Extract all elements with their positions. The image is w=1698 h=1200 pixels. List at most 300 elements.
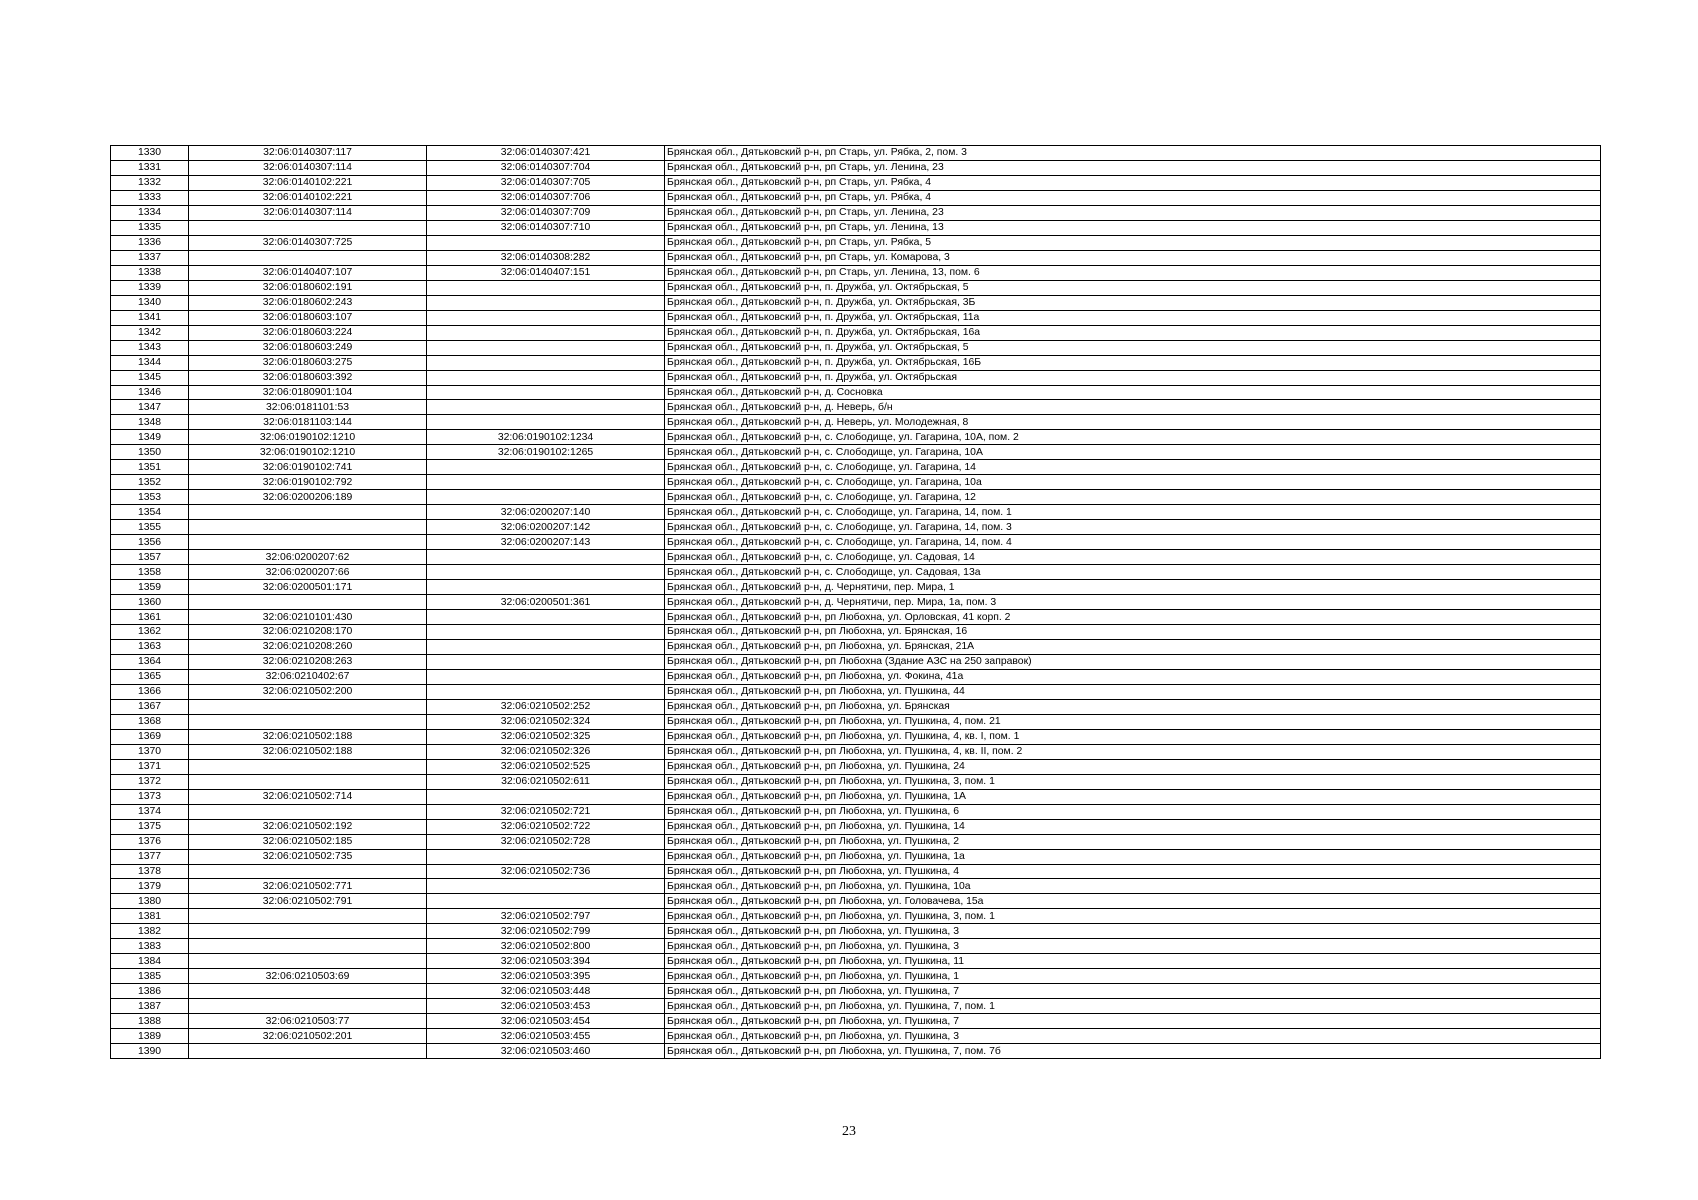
row-number-cell: 1388 xyxy=(111,1014,189,1029)
row-number-cell: 1343 xyxy=(111,340,189,355)
row-number-cell: 1360 xyxy=(111,595,189,610)
row-number-cell: 1377 xyxy=(111,849,189,864)
cadastral-number-cell xyxy=(189,774,427,789)
row-number-cell: 1349 xyxy=(111,430,189,445)
row-number-cell: 1346 xyxy=(111,385,189,400)
table-row xyxy=(111,445,1601,460)
table-row xyxy=(111,879,1601,894)
premises-cadastral-number-cell xyxy=(427,490,665,505)
row-number-cell: 1356 xyxy=(111,535,189,550)
premises-cadastral-number-cell: 32:06:0140308:282 xyxy=(427,250,665,265)
row-number-cell: 1368 xyxy=(111,714,189,729)
table-row xyxy=(111,430,1601,445)
address-cell: Брянская обл., Дятьковский р-н, п. Дружба, ул. Октябрьская, 11а xyxy=(665,310,1601,325)
cadastral-number-cell xyxy=(189,250,427,265)
row-number-cell: 1378 xyxy=(111,864,189,879)
row-number-cell: 1334 xyxy=(111,205,189,220)
table-row xyxy=(111,610,1601,625)
cadastral-number-cell: 32:06:0210502:771 xyxy=(189,879,427,894)
cadastral-number-cell xyxy=(189,699,427,714)
cadastral-number-cell: 32:06:0140307:117 xyxy=(189,146,427,161)
table-row xyxy=(111,220,1601,235)
row-number-cell: 1348 xyxy=(111,415,189,430)
premises-cadastral-number-cell xyxy=(427,669,665,684)
premises-cadastral-number-cell: 32:06:0200207:143 xyxy=(427,535,665,550)
premises-cadastral-number-cell: 32:06:0210503:453 xyxy=(427,999,665,1014)
table-row xyxy=(111,625,1601,640)
cadastral-number-cell: 32:06:0210208:170 xyxy=(189,625,427,640)
address-cell: Брянская обл., Дятьковский р-н, п. Дружба, ул. Октябрьская xyxy=(665,370,1601,385)
cadastral-number-cell xyxy=(189,535,427,550)
address-cell: Брянская обл., Дятьковский р-н, рп Любохна, ул. Пушкина, 4, кв. II, пом. 2 xyxy=(665,744,1601,759)
premises-cadastral-number-cell: 32:06:0210503:455 xyxy=(427,1029,665,1044)
cadastral-number-cell xyxy=(189,1044,427,1059)
address-cell: Брянская обл., Дятьковский р-н, рп Любохна, ул. Орловская, 41 корп. 2 xyxy=(665,610,1601,625)
cadastral-number-cell: 32:06:0210208:260 xyxy=(189,639,427,654)
cadastral-number-cell xyxy=(189,864,427,879)
row-number-cell: 1372 xyxy=(111,774,189,789)
table-row xyxy=(111,400,1601,415)
address-cell: Брянская обл., Дятьковский р-н, рп Любохна, ул. Пушкина, 7 xyxy=(665,984,1601,999)
premises-cadastral-number-cell: 32:06:0140307:421 xyxy=(427,146,665,161)
table-row xyxy=(111,969,1601,984)
cadastral-number-cell: 32:06:0200206:189 xyxy=(189,490,427,505)
premises-cadastral-number-cell: 32:06:0210502:611 xyxy=(427,774,665,789)
cadastral-number-cell: 32:06:0180603:275 xyxy=(189,355,427,370)
cadastral-number-cell xyxy=(189,909,427,924)
row-number-cell: 1332 xyxy=(111,175,189,190)
premises-cadastral-number-cell: 32:06:0210503:460 xyxy=(427,1044,665,1059)
address-cell: Брянская обл., Дятьковский р-н, с. Слободище, ул. Гагарина, 14, пом. 4 xyxy=(665,535,1601,550)
premises-cadastral-number-cell xyxy=(427,310,665,325)
address-cell: Брянская обл., Дятьковский р-н, рп Любохна, ул. Пушкина, 10а xyxy=(665,879,1601,894)
table-row xyxy=(111,325,1601,340)
table-row xyxy=(111,280,1601,295)
table-row xyxy=(111,729,1601,744)
address-cell: Брянская обл., Дятьковский р-н, рп Любохна, ул. Пушкина, 3 xyxy=(665,939,1601,954)
row-number-cell: 1387 xyxy=(111,999,189,1014)
address-cell: Брянская обл., Дятьковский р-н, рп Любохна, ул. Брянская, 21А xyxy=(665,639,1601,654)
table-row xyxy=(111,774,1601,789)
row-number-cell: 1379 xyxy=(111,879,189,894)
premises-cadastral-number-cell: 32:06:0210503:448 xyxy=(427,984,665,999)
premises-cadastral-number-cell: 32:06:0210502:325 xyxy=(427,729,665,744)
table-row xyxy=(111,475,1601,490)
row-number-cell: 1341 xyxy=(111,310,189,325)
row-number-cell: 1366 xyxy=(111,684,189,699)
table-row xyxy=(111,565,1601,580)
premises-cadastral-number-cell: 32:06:0210502:324 xyxy=(427,714,665,729)
row-number-cell: 1371 xyxy=(111,759,189,774)
address-cell: Брянская обл., Дятьковский р-н, рп Любохна, ул. Пушкина, 1а xyxy=(665,849,1601,864)
address-cell: Брянская обл., Дятьковский р-н, рп Любохна, ул. Пушкина, 3, пом. 1 xyxy=(665,909,1601,924)
premises-cadastral-number-cell: 32:06:0210502:736 xyxy=(427,864,665,879)
premises-cadastral-number-cell: 32:06:0140307:709 xyxy=(427,205,665,220)
cadastral-number-cell xyxy=(189,520,427,535)
address-cell: Брянская обл., Дятьковский р-н, рп Любохна, ул. Пушкина, 44 xyxy=(665,684,1601,699)
cadastral-number-cell: 32:06:0140407:107 xyxy=(189,265,427,280)
cadastral-number-cell: 32:06:0210502:714 xyxy=(189,789,427,804)
registry-table-body xyxy=(111,146,1601,1059)
cadastral-number-cell: 32:06:0210502:188 xyxy=(189,744,427,759)
address-cell: Брянская обл., Дятьковский р-н, рп Любохна, ул. Пушкина, 3 xyxy=(665,1029,1601,1044)
row-number-cell: 1365 xyxy=(111,669,189,684)
address-cell: Брянская обл., Дятьковский р-н, д. Сосновка xyxy=(665,385,1601,400)
cadastral-number-cell xyxy=(189,999,427,1014)
row-number-cell: 1373 xyxy=(111,789,189,804)
row-number-cell: 1337 xyxy=(111,250,189,265)
cadastral-number-cell: 32:06:0210502:201 xyxy=(189,1029,427,1044)
row-number-cell: 1390 xyxy=(111,1044,189,1059)
address-cell: Брянская обл., Дятьковский р-н, с. Слободище, ул. Гагарина, 10А, пом. 2 xyxy=(665,430,1601,445)
cadastral-number-cell: 32:06:0190102:1210 xyxy=(189,430,427,445)
row-number-cell: 1354 xyxy=(111,505,189,520)
cadastral-number-cell xyxy=(189,220,427,235)
cadastral-number-cell: 32:06:0210502:192 xyxy=(189,819,427,834)
address-cell: Брянская обл., Дятьковский р-н, д. Неверь, ул. Молодежная, 8 xyxy=(665,415,1601,430)
row-number-cell: 1380 xyxy=(111,894,189,909)
premises-cadastral-number-cell: 32:06:0210502:252 xyxy=(427,699,665,714)
address-cell: Брянская обл., Дятьковский р-н, с. Слободище, ул. Гагарина, 10а xyxy=(665,475,1601,490)
premises-cadastral-number-cell xyxy=(427,475,665,490)
address-cell: Брянская обл., Дятьковский р-н, рп Старь, ул. Ленина, 23 xyxy=(665,160,1601,175)
table-row xyxy=(111,340,1601,355)
address-cell: Брянская обл., Дятьковский р-н, рп Любохна, ул. Пушкина, 1А xyxy=(665,789,1601,804)
table-row xyxy=(111,535,1601,550)
cadastral-number-cell: 32:06:0210208:263 xyxy=(189,654,427,669)
row-number-cell: 1333 xyxy=(111,190,189,205)
premises-cadastral-number-cell xyxy=(427,849,665,864)
table-row xyxy=(111,804,1601,819)
premises-cadastral-number-cell: 32:06:0210502:721 xyxy=(427,804,665,819)
cadastral-number-cell: 32:06:0210502:791 xyxy=(189,894,427,909)
premises-cadastral-number-cell xyxy=(427,610,665,625)
cadastral-number-cell xyxy=(189,759,427,774)
table-row xyxy=(111,160,1601,175)
premises-cadastral-number-cell xyxy=(427,280,665,295)
premises-cadastral-number-cell xyxy=(427,789,665,804)
address-cell: Брянская обл., Дятьковский р-н, с. Слободище, ул. Гагарина, 14, пом. 1 xyxy=(665,505,1601,520)
table-row xyxy=(111,924,1601,939)
premises-cadastral-number-cell xyxy=(427,684,665,699)
cadastral-number-cell: 32:06:0210101:430 xyxy=(189,610,427,625)
premises-cadastral-number-cell xyxy=(427,460,665,475)
row-number-cell: 1339 xyxy=(111,280,189,295)
cadastral-number-cell: 32:06:0200207:66 xyxy=(189,565,427,580)
premises-cadastral-number-cell: 32:06:0210502:525 xyxy=(427,759,665,774)
row-number-cell: 1376 xyxy=(111,834,189,849)
table-row xyxy=(111,205,1601,220)
address-cell: Брянская обл., Дятьковский р-н, рп Старь, ул. Ленина, 23 xyxy=(665,205,1601,220)
row-number-cell: 1374 xyxy=(111,804,189,819)
premises-cadastral-number-cell xyxy=(427,654,665,669)
address-cell: Брянская обл., Дятьковский р-н, с. Слободище, ул. Гагарина, 14 xyxy=(665,460,1601,475)
premises-cadastral-number-cell: 32:06:0210502:722 xyxy=(427,819,665,834)
table-row xyxy=(111,894,1601,909)
address-cell: Брянская обл., Дятьковский р-н, рп Старь, ул. Рябка, 4 xyxy=(665,190,1601,205)
premises-cadastral-number-cell: 32:06:0140307:706 xyxy=(427,190,665,205)
table-row xyxy=(111,460,1601,475)
address-cell: Брянская обл., Дятьковский р-н, рп Старь, ул. Рябка, 5 xyxy=(665,235,1601,250)
address-cell: Брянская обл., Дятьковский р-н, рп Любохна, ул. Пушкина, 4 xyxy=(665,864,1601,879)
address-cell: Брянская обл., Дятьковский р-н, п. Дружба, ул. Октябрьская, 5 xyxy=(665,340,1601,355)
cadastral-number-cell: 32:06:0180603:107 xyxy=(189,310,427,325)
address-cell: Брянская обл., Дятьковский р-н, рп Любохна, ул. Пушкина, 2 xyxy=(665,834,1601,849)
premises-cadastral-number-cell xyxy=(427,325,665,340)
row-number-cell: 1382 xyxy=(111,924,189,939)
table-row xyxy=(111,580,1601,595)
address-cell: Брянская обл., Дятьковский р-н, рп Любохна, ул. Пушкина, 3, пом. 1 xyxy=(665,774,1601,789)
cadastral-number-cell xyxy=(189,924,427,939)
table-row xyxy=(111,310,1601,325)
row-number-cell: 1375 xyxy=(111,819,189,834)
cadastral-number-cell: 32:06:0190102:1210 xyxy=(189,445,427,460)
address-cell: Брянская обл., Дятьковский р-н, рп Любохна, ул. Пушкина, 3 xyxy=(665,924,1601,939)
row-number-cell: 1369 xyxy=(111,729,189,744)
premises-cadastral-number-cell xyxy=(427,639,665,654)
premises-cadastral-number-cell xyxy=(427,415,665,430)
address-cell: Брянская обл., Дятьковский р-н, рп Любохна, ул. Пушкина, 7, пом. 7б xyxy=(665,1044,1601,1059)
premises-cadastral-number-cell: 32:06:0210503:394 xyxy=(427,954,665,969)
address-cell: Брянская обл., Дятьковский р-н, с. Слободище, ул. Гагарина, 10А xyxy=(665,445,1601,460)
table-row xyxy=(111,595,1601,610)
premises-cadastral-number-cell: 32:06:0140307:710 xyxy=(427,220,665,235)
premises-cadastral-number-cell xyxy=(427,295,665,310)
premises-cadastral-number-cell: 32:06:0210502:799 xyxy=(427,924,665,939)
address-cell: Брянская обл., Дятьковский р-н, д. Чернятичи, пер. Мира, 1а, пом. 3 xyxy=(665,595,1601,610)
row-number-cell: 1340 xyxy=(111,295,189,310)
premises-cadastral-number-cell: 32:06:0200501:361 xyxy=(427,595,665,610)
table-row xyxy=(111,849,1601,864)
table-row xyxy=(111,999,1601,1014)
row-number-cell: 1389 xyxy=(111,1029,189,1044)
row-number-cell: 1352 xyxy=(111,475,189,490)
table-row xyxy=(111,505,1601,520)
premises-cadastral-number-cell: 32:06:0200207:140 xyxy=(427,505,665,520)
cadastral-number-cell: 32:06:0180603:224 xyxy=(189,325,427,340)
row-number-cell: 1385 xyxy=(111,969,189,984)
table-row xyxy=(111,295,1601,310)
table-row xyxy=(111,939,1601,954)
table-row xyxy=(111,714,1601,729)
address-cell: Брянская обл., Дятьковский р-н, рп Любохна, ул. Пушкина, 11 xyxy=(665,954,1601,969)
table-row xyxy=(111,789,1601,804)
row-number-cell: 1359 xyxy=(111,580,189,595)
row-number-cell: 1350 xyxy=(111,445,189,460)
premises-cadastral-number-cell: 32:06:0210502:797 xyxy=(427,909,665,924)
cadastral-number-cell: 32:06:0140102:221 xyxy=(189,175,427,190)
address-cell: Брянская обл., Дятьковский р-н, рп Любохна, ул. Брянская xyxy=(665,699,1601,714)
table-row xyxy=(111,954,1601,969)
cadastral-number-cell: 32:06:0210502:188 xyxy=(189,729,427,744)
address-cell: Брянская обл., Дятьковский р-н, с. Слободище, ул. Гагарина, 14, пом. 3 xyxy=(665,520,1601,535)
address-cell: Брянская обл., Дятьковский р-н, рп Любохна, ул. Пушкина, 24 xyxy=(665,759,1601,774)
row-number-cell: 1358 xyxy=(111,565,189,580)
row-number-cell: 1367 xyxy=(111,699,189,714)
cadastral-number-cell xyxy=(189,804,427,819)
cadastral-number-cell: 32:06:0210503:69 xyxy=(189,969,427,984)
address-cell: Брянская обл., Дятьковский р-н, рп Любохна, ул. Фокина, 41а xyxy=(665,669,1601,684)
cadastral-number-cell: 32:06:0180602:243 xyxy=(189,295,427,310)
cadastral-number-cell: 32:06:0180603:249 xyxy=(189,340,427,355)
row-number-cell: 1345 xyxy=(111,370,189,385)
table-row xyxy=(111,265,1601,280)
address-cell: Брянская обл., Дятьковский р-н, рп Любохна, ул. Головачева, 15а xyxy=(665,894,1601,909)
address-cell: Брянская обл., Дятьковский р-н, рп Старь, ул. Комарова, 3 xyxy=(665,250,1601,265)
cadastral-number-cell xyxy=(189,984,427,999)
cadastral-number-cell xyxy=(189,505,427,520)
address-cell: Брянская обл., Дятьковский р-н, рп Любохна, ул. Брянская, 16 xyxy=(665,625,1601,640)
row-number-cell: 1355 xyxy=(111,520,189,535)
premises-cadastral-number-cell: 32:06:0140307:705 xyxy=(427,175,665,190)
address-cell: Брянская обл., Дятьковский р-н, п. Дружба, ул. Октябрьская, 5 xyxy=(665,280,1601,295)
cadastral-number-cell xyxy=(189,939,427,954)
table-row xyxy=(111,684,1601,699)
premises-cadastral-number-cell: 32:06:0140307:704 xyxy=(427,160,665,175)
cadastral-number-cell: 32:06:0210502:735 xyxy=(189,849,427,864)
table-row xyxy=(111,669,1601,684)
table-row xyxy=(111,415,1601,430)
row-number-cell: 1381 xyxy=(111,909,189,924)
cadastral-number-cell: 32:06:0140307:114 xyxy=(189,160,427,175)
address-cell: Брянская обл., Дятьковский р-н, рп Любохна, ул. Пушкина, 4, кв. I, пом. 1 xyxy=(665,729,1601,744)
address-cell: Брянская обл., Дятьковский р-н, рп Старь, ул. Ленина, 13, пом. 6 xyxy=(665,265,1601,280)
address-cell: Брянская обл., Дятьковский р-н, п. Дружба, ул. Октябрьская, 16а xyxy=(665,325,1601,340)
table-row xyxy=(111,834,1601,849)
address-cell: Брянская обл., Дятьковский р-н, с. Слободище, ул. Садовая, 14 xyxy=(665,550,1601,565)
premises-cadastral-number-cell xyxy=(427,370,665,385)
premises-cadastral-number-cell xyxy=(427,355,665,370)
premises-cadastral-number-cell xyxy=(427,400,665,415)
page-number: 23 xyxy=(842,1124,856,1139)
address-cell: Брянская обл., Дятьковский р-н, рп Старь, ул. Ленина, 13 xyxy=(665,220,1601,235)
cadastral-number-cell: 32:06:0210502:185 xyxy=(189,834,427,849)
address-cell: Брянская обл., Дятьковский р-н, рп Любохна, ул. Пушкина, 4, пом. 21 xyxy=(665,714,1601,729)
table-row xyxy=(111,864,1601,879)
row-number-cell: 1364 xyxy=(111,654,189,669)
row-number-cell: 1342 xyxy=(111,325,189,340)
premises-cadastral-number-cell xyxy=(427,235,665,250)
cadastral-number-cell: 32:06:0210503:77 xyxy=(189,1014,427,1029)
row-number-cell: 1344 xyxy=(111,355,189,370)
table-row xyxy=(111,370,1601,385)
cadastral-number-cell: 32:06:0140102:221 xyxy=(189,190,427,205)
premises-cadastral-number-cell xyxy=(427,625,665,640)
row-number-cell: 1357 xyxy=(111,550,189,565)
row-number-cell: 1363 xyxy=(111,639,189,654)
cadastral-number-cell xyxy=(189,954,427,969)
cadastral-number-cell: 32:06:0180901:104 xyxy=(189,385,427,400)
premises-cadastral-number-cell: 32:06:0210502:800 xyxy=(427,939,665,954)
row-number-cell: 1353 xyxy=(111,490,189,505)
cadastral-number-cell: 32:06:0180602:191 xyxy=(189,280,427,295)
cadastral-number-cell: 32:06:0181101:53 xyxy=(189,400,427,415)
row-number-cell: 1330 xyxy=(111,146,189,161)
address-cell: Брянская обл., Дятьковский р-н, рп Любохна, ул. Пушкина, 7, пом. 1 xyxy=(665,999,1601,1014)
row-number-cell: 1347 xyxy=(111,400,189,415)
table-row xyxy=(111,235,1601,250)
cadastral-number-cell xyxy=(189,714,427,729)
table-row xyxy=(111,146,1601,161)
premises-cadastral-number-cell: 32:06:0140407:151 xyxy=(427,265,665,280)
cadastral-number-cell: 32:06:0200207:62 xyxy=(189,550,427,565)
row-number-cell: 1336 xyxy=(111,235,189,250)
cadastral-number-cell: 32:06:0181103:144 xyxy=(189,415,427,430)
table-row xyxy=(111,654,1601,669)
row-number-cell: 1384 xyxy=(111,954,189,969)
cadastral-number-cell: 32:06:0210402:67 xyxy=(189,669,427,684)
premises-cadastral-number-cell xyxy=(427,340,665,355)
address-cell: Брянская обл., Дятьковский р-н, с. Слободище, ул. Садовая, 13а xyxy=(665,565,1601,580)
table-row xyxy=(111,909,1601,924)
cadastral-number-cell: 32:06:0210502:200 xyxy=(189,684,427,699)
table-row xyxy=(111,639,1601,654)
row-number-cell: 1335 xyxy=(111,220,189,235)
address-cell: Брянская обл., Дятьковский р-н, рп Любохна, ул. Пушкина, 6 xyxy=(665,804,1601,819)
row-number-cell: 1386 xyxy=(111,984,189,999)
address-cell: Брянская обл., Дятьковский р-н, рп Любохна, ул. Пушкина, 14 xyxy=(665,819,1601,834)
table-row xyxy=(111,355,1601,370)
table-row xyxy=(111,819,1601,834)
row-number-cell: 1383 xyxy=(111,939,189,954)
row-number-cell: 1361 xyxy=(111,610,189,625)
premises-cadastral-number-cell: 32:06:0210503:395 xyxy=(427,969,665,984)
address-cell: Брянская обл., Дятьковский р-н, рп Старь, ул. Рябка, 2, пом. 3 xyxy=(665,146,1601,161)
table-row xyxy=(111,744,1601,759)
property-registry-table xyxy=(110,145,1601,1059)
table-row xyxy=(111,490,1601,505)
premises-cadastral-number-cell xyxy=(427,879,665,894)
table-row xyxy=(111,190,1601,205)
row-number-cell: 1351 xyxy=(111,460,189,475)
address-cell: Брянская обл., Дятьковский р-н, рп Любохна (Здание АЗС на 250 заправок) xyxy=(665,654,1601,669)
address-cell: Брянская обл., Дятьковский р-н, п. Дружба, ул. Октябрьская, 3Б xyxy=(665,295,1601,310)
cadastral-number-cell: 32:06:0140307:725 xyxy=(189,235,427,250)
cadastral-number-cell xyxy=(189,595,427,610)
table-row xyxy=(111,1029,1601,1044)
table-row xyxy=(111,385,1601,400)
row-number-cell: 1331 xyxy=(111,160,189,175)
row-number-cell: 1362 xyxy=(111,625,189,640)
address-cell: Брянская обл., Дятьковский р-н, рп Любохна, ул. Пушкина, 7 xyxy=(665,1014,1601,1029)
address-cell: Брянская обл., Дятьковский р-н, с. Слободище, ул. Гагарина, 12 xyxy=(665,490,1601,505)
table-row xyxy=(111,250,1601,265)
table-row xyxy=(111,520,1601,535)
table-row xyxy=(111,759,1601,774)
cadastral-number-cell: 32:06:0190102:741 xyxy=(189,460,427,475)
premises-cadastral-number-cell xyxy=(427,385,665,400)
cadastral-number-cell: 32:06:0200501:171 xyxy=(189,580,427,595)
premises-cadastral-number-cell: 32:06:0210502:728 xyxy=(427,834,665,849)
premises-cadastral-number-cell: 32:06:0200207:142 xyxy=(427,520,665,535)
row-number-cell: 1338 xyxy=(111,265,189,280)
cadastral-number-cell: 32:06:0180603:392 xyxy=(189,370,427,385)
premises-cadastral-number-cell: 32:06:0190102:1234 xyxy=(427,430,665,445)
table-row xyxy=(111,1044,1601,1059)
premises-cadastral-number-cell: 32:06:0210502:326 xyxy=(427,744,665,759)
table-row xyxy=(111,984,1601,999)
address-cell: Брянская обл., Дятьковский р-н, д. Неверь, б/н xyxy=(665,400,1601,415)
premises-cadastral-number-cell xyxy=(427,550,665,565)
premises-cadastral-number-cell: 32:06:0190102:1265 xyxy=(427,445,665,460)
address-cell: Брянская обл., Дятьковский р-н, д. Чернятичи, пер. Мира, 1 xyxy=(665,580,1601,595)
cadastral-number-cell: 32:06:0140307:114 xyxy=(189,205,427,220)
cadastral-number-cell: 32:06:0190102:792 xyxy=(189,475,427,490)
premises-cadastral-number-cell: 32:06:0210503:454 xyxy=(427,1014,665,1029)
table-row xyxy=(111,1014,1601,1029)
table-row xyxy=(111,550,1601,565)
premises-cadastral-number-cell xyxy=(427,894,665,909)
